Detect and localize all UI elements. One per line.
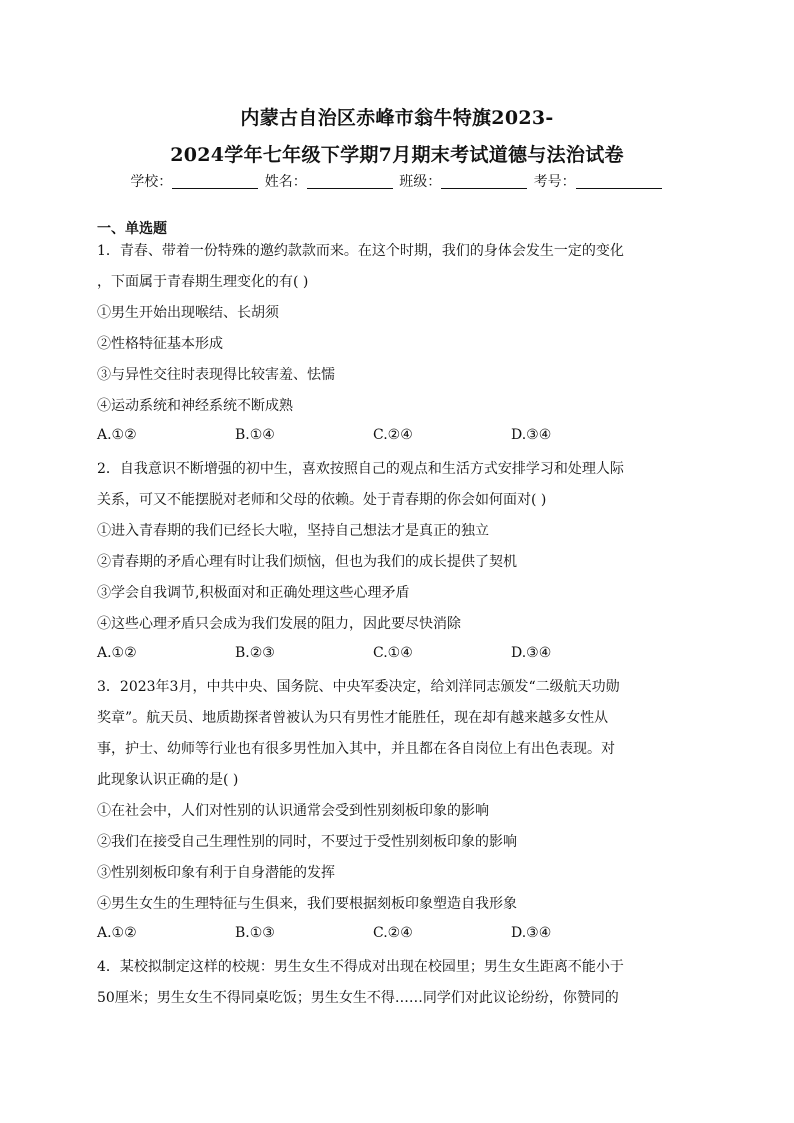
q2-stem-line-2: 关系，可又不能摆脱对老师和父母的依赖。处于青春期的你会如何面对( ) — [97, 492, 547, 508]
q1-option-b: B.①④ — [235, 427, 275, 443]
q2-stem-line-1: 2．自我意识不断增强的初中生，喜欢按照自己的观点和生活方式安排学习和处理人际 — [97, 461, 624, 477]
q3-option-a: A.①② — [97, 925, 137, 941]
number-label: 考号： — [533, 174, 576, 190]
q1-item-3: ③与异性交往时表现得比较害羞、怯懦 — [97, 367, 335, 383]
q2-option-b: B.②③ — [235, 645, 275, 661]
number-blank — [576, 174, 662, 189]
q1-option-a: A.①② — [97, 427, 137, 443]
q1-stem-line-2: ，下面属于青春期生理变化的有( ) — [97, 274, 309, 290]
class-label: 班级： — [399, 174, 442, 190]
q3-option-c: C.②④ — [373, 925, 413, 941]
q4-stem-line-2: 50厘米；男生女生不得同桌吃饭；男生女生不得……同学们对此议论纷纷，你赞同的 — [97, 990, 619, 1006]
q1-option-d: D.③④ — [511, 427, 552, 443]
name-label: 姓名： — [264, 174, 307, 190]
q1-option-c: C.②④ — [373, 427, 413, 443]
class-blank — [441, 174, 527, 189]
q3-stem-line-3: 事，护士、幼师等行业也有很多男性加入其中，并且都在各自岗位上有出色表现。对 — [97, 741, 615, 757]
name-blank — [307, 174, 393, 189]
q3-item-2: ②我们在接受自己生理性别的同时，不要过于受性别刻板印象的影响 — [97, 834, 517, 850]
q3-item-3: ③性别刻板印象有利于自身潜能的发挥 — [97, 865, 335, 881]
school-blank — [172, 174, 258, 189]
q2-item-4: ④这些心理矛盾只会成为我们发展的阻力，因此要尽快消除 — [97, 616, 461, 632]
q1-item-1: ①男生开始出现喉结、长胡须 — [97, 305, 279, 321]
q3-stem-line-2: 奖章”。航天员、地质勘探者曾被认为只有男性才能胜任，现在却有越来越多女性从 — [97, 710, 609, 726]
q2-option-d: D.③④ — [511, 645, 552, 661]
q3-option-b: B.①③ — [235, 925, 275, 941]
q1-stem-line-1: 1．青春、带着一份特殊的邀约款款而来。在这个时期，我们的身体会发生一定的变化 — [97, 243, 624, 259]
exam-title-line-1: 内蒙古自治区赤峰市翁牛特旗2023- — [240, 107, 554, 129]
q2-item-2: ②青春期的矛盾心理有时让我们烦恼，但也为我们的成长提供了契机 — [97, 554, 517, 570]
q3-option-d: D.③④ — [511, 925, 552, 941]
q3-stem-line-4: 此现象认识正确的是( ) — [97, 772, 239, 788]
q2-item-1: ①进入青春期的我们已经长大啦，坚持自己想法才是真正的独立 — [97, 523, 489, 539]
q2-item-3: ③学会自我调节,积极面对和正确处理这些心理矛盾 — [97, 585, 410, 601]
q1-item-2: ②性格特征基本形成 — [97, 336, 223, 352]
q3-item-4: ④男生女生的生理特征与生俱来，我们要根据刻板印象塑造自我形象 — [97, 896, 517, 912]
q2-option-a: A.①② — [97, 645, 137, 661]
school-label: 学校： — [130, 174, 173, 190]
section-heading: 一、单选题 — [97, 221, 167, 237]
exam-title-line-2: 2024学年七年级下学期7月期末考试道德与法治试卷 — [170, 144, 624, 166]
q2-option-c: C.①④ — [373, 645, 413, 661]
student-info-row — [0, 171, 794, 191]
q3-item-1: ①在社会中，人们对性别的认识通常会受到性别刻板印象的影响 — [97, 803, 489, 819]
q4-stem-line-1: 4．某校拟制定这样的校规：男生女生不得成对出现在校园里；男生女生距离不能小于 — [97, 959, 624, 975]
q1-item-4: ④运动系统和神经系统不断成熟 — [97, 398, 293, 414]
q3-stem-line-1: 3．2023年3月，中共中央、国务院、中央军委决定，给刘洋同志颁发“二级航天功勋 — [97, 679, 620, 695]
